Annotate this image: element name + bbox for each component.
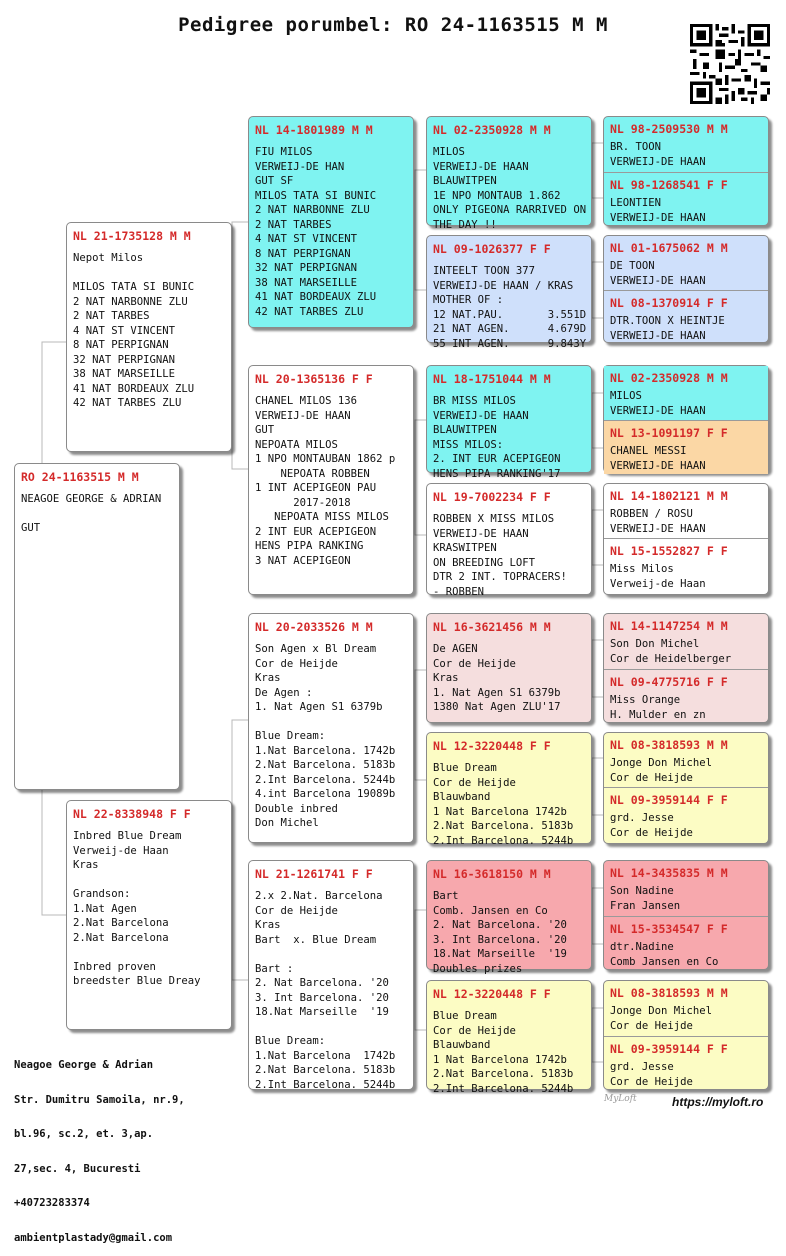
pigeon-notes: dtr.Nadine Comb Jansen en Co [610,941,719,968]
pigeon-notes: Nepot Milos MILOS TATA SI BUNIC 2 NAT NARBONNE ZLU 2 NAT TARBES 4 NAT ST VINCENT 8 NAT PERPIGNAN 32 NAT PERPIGNAN 38 NAT MARSEILLE 41 NAT BORDEAUX ZLU 42 NAT TARBES ZLU [73,252,195,409]
pigeon-notes: BR. TOON VERWEIJ-DE HAAN [610,141,706,168]
pigeon-notes: DE TOON VERWEIJ-DE HAAN [610,260,706,287]
address-line: Str. Dumitru Samoila, nr.9, [14,1093,185,1106]
gen4-pair-card [603,116,769,226]
pigeon-notes: Bart Comb. Jansen en Co 2. Nat Barcelona. '20 3. Int Barcelona. '20 18.Nat Marseille '19 Doubles prizes [433,890,567,975]
ring-number: NL 16-3621456 M M [433,620,551,634]
gen4-hen [604,290,768,344]
ring-number: NL 21-1261741 F F [255,867,373,881]
gen4-hen [604,669,768,724]
ring-number: NL 14-3435835 M M [610,866,728,880]
website-link[interactable]: https://myloft.ro [672,1095,764,1109]
phone-number: +40723283374 [14,1197,90,1209]
ring-number: NL 09-4775716 F F [610,675,728,689]
gen4-pair-card [603,483,769,595]
sire-sire-card [248,116,414,328]
pigeon-notes: ROBBEN X MISS MILOS VERWEIJ-DE HAAN KRASWITPEN ON BREEDING LOFT DTR 2 INT. TOPRACERS! - ROBBEN [433,513,567,598]
dsd-card [426,732,592,847]
owner-contact [14,1037,185,1256]
ring-number: NL 14-1801989 M M [255,123,373,137]
pigeon-notes: DTR.TOON X HEINTJE VERWEIJ-DE HAAN [610,315,725,342]
pigeon-notes: Son Don Michel Cor de Heidelberger [610,638,732,665]
pigeon-notes: Miss Milos Verweij-de Haan [610,563,706,590]
sds-card [426,365,592,480]
pigeon-notes: grd. Jesse Cor de Heijde [610,812,693,839]
sdd-card [426,483,592,598]
pigeon-notes: MILOS VERWEIJ-DE HAAN [610,390,706,417]
pigeon-notes: LEONTIEN VERWEIJ-DE HAAN [610,197,706,224]
dam-sire-card [248,613,414,843]
gen4-pair-card [603,860,769,970]
gen4-hen [604,916,768,971]
ring-number: NL 02-2350928 M M [433,123,551,137]
gen4-cock [604,117,768,172]
gen4-cock [604,733,768,787]
address-line: bl.96, sc.2, et. 3,ap. [14,1128,154,1140]
ring-number: NL 21-1735128 M M [73,229,191,243]
gen4-hen [604,538,768,596]
gen4-pair-card [603,613,769,723]
dss-card [426,613,592,723]
gen4-pair-card [603,732,769,844]
address-line: 27,sec. 4, Bucuresti [14,1162,141,1175]
gen4-pair-card [603,365,769,473]
gen4-cock [604,614,768,669]
ring-number: NL 09-1026377 F F [433,242,551,256]
ring-number: NL 12-3220448 F F [433,987,551,1001]
pigeon-notes: INTEELT TOON 377 VERWEIJ-DE HAAN / KRAS MOTHER OF : 12 NAT.PAU. 3.551D 21 NAT AGEN. 4.679D 55 INT AGEN. 9.843Y [433,265,587,350]
ring-number: NL 22-8338948 F F [73,807,191,821]
ring-number: NL 16-3618150 M M [433,867,551,881]
ring-number: NL 19-7002234 F F [433,490,551,504]
ring-number: NL 14-1802121 M M [610,489,728,503]
pigeon-notes: Son Nadine Fran Jansen [610,885,681,912]
pigeon-notes: grd. Jesse Cor de Heijde [610,1061,693,1088]
gen4-pair-card [603,980,769,1090]
ring-number: NL 08-1370914 F F [610,296,728,310]
ring-number: NL 02-2350928 M M [610,371,728,385]
pigeon-notes: Blue Dream Cor de Heijde Blauwband 1 Nat Barcelona 1742b 2.Nat Barcelona. 5183b 2.Int Barcelona. 5244b [433,762,574,847]
pigeon-notes: NEAGOE GEORGE & ADRIAN GUT [21,493,162,534]
dam-card [66,800,232,1030]
ring-number: NL 98-2509530 M M [610,122,728,136]
ring-number: NL 18-1751044 M M [433,372,551,386]
pigeon-notes: MILOS VERWEIJ-DE HAAN BLAUWITPEN 1E NPO MONTAUB 1.862 ONLY PIGEONA RARRIVED ON THE DAY !! [433,146,587,231]
pigeon-notes: De AGEN Cor de Heijde Kras 1. Nat Agen S1 6379b 1380 Nat Agen ZLU'17 [433,643,561,713]
ring-number: NL 20-1365136 F F [255,372,373,386]
ring-number: NL 09-3959144 F F [610,793,728,807]
ring-number: NL 01-1675062 M M [610,241,728,255]
signature-watermark: MyLoft [604,1094,637,1104]
qr-code [690,24,770,104]
email-address[interactable]: ambientplastady@gmail.com [14,1231,173,1244]
pigeon-notes: Inbred Blue Dream Verweij-de Haan Kras Grandson: 1.Nat Agen 2.Nat Barcelona 2.Nat Barcelona Inbred proven breedster Blue Dreay [73,830,201,987]
gen4-cock [604,236,768,290]
ring-number: NL 08-3818593 M M [610,986,728,1000]
ring-number: NL 13-1091197 F F [610,426,728,440]
gen4-hen [604,172,768,227]
pigeon-notes: Jonge Don Michel Cor de Heijde [610,1005,713,1032]
dds-card [426,860,592,975]
pigeon-notes: ROBBEN / ROSU VERWEIJ-DE HAAN [610,508,706,535]
ring-number: RO 24-1163515 M M [21,470,139,484]
sire-card [66,222,232,452]
gen4-cock [604,484,768,538]
pigeon-notes: CHANEL MESSI VERWEIJ-DE HAAN [610,445,706,472]
gen4-cock [604,366,768,420]
owner-name: Neagoe George & Adrian [14,1059,154,1071]
pigeon-notes: Miss Orange H. Mulder en zn [610,694,706,721]
gen4-cock [604,981,768,1036]
pigeon-notes: BR MISS MILOS VERWEIJ-DE HAAN BLAUWITPEN MISS MILOS: 2. INT EUR ACEPIGEON HENS PIPA RANKING'17 [433,395,561,480]
pigeon-notes: Blue Dream Cor de Heijde Blauwband 1 Nat Barcelona 1742b 2.Nat Barcelona. 5183b 2.Int Barcelona. 5244b [433,1010,574,1095]
ring-number: NL 15-1552827 F F [610,544,728,558]
pigeon-notes: Jonge Don Michel Cor de Heijde [610,757,713,784]
sss-card [426,116,592,231]
ddd-card [426,980,592,1095]
ring-number: NL 20-2033526 M M [255,620,373,634]
subject-pigeon-card [14,463,180,790]
ring-number: NL 09-3959144 F F [610,1042,728,1056]
pigeon-notes: FIU MILOS VERWEIJ-DE HAN GUT SF MILOS TATA SI BUNIC 2 NAT NARBONNE ZLU 2 NAT TARBES 4 NAT ST VINCENT 8 NAT PERPIGNAN 32 NAT PERPIGNAN 38 NAT MARSEILLE 41 NAT BORDEAUX ZLU 42 NAT TARBES ZLU [255,146,377,318]
ssd-card [426,235,592,350]
sire-dam-card [248,365,414,595]
ring-number: NL 12-3220448 F F [433,739,551,753]
gen4-hen [604,1036,768,1091]
gen4-hen [604,420,768,474]
page-title: Pedigree porumbel: RO 24-1163515 M M [178,14,608,36]
pigeon-notes: 2.x 2.Nat. Barcelona Cor de Heijde Kras Bart x. Blue Dream Bart : 2. Nat Barcelona. '20 3. Int Barcelona. '20 18.Nat Marseille '19 Blue Dream: 1.Nat Barcelona 1742b 2.Nat Barcelona. 5183b 2.Int Barcelona. 5244b [255,890,396,1091]
gen4-cock [604,861,768,916]
dam-dam-card [248,860,414,1090]
gen4-hen [604,787,768,845]
ring-number: NL 08-3818593 M M [610,738,728,752]
ring-number: NL 14-1147254 M M [610,619,728,633]
ring-number: NL 15-3534547 F F [610,922,728,936]
pigeon-notes: CHANEL MILOS 136 VERWEIJ-DE HAAN GUT NEPOATA MILOS 1 NPO MONTAUBAN 1862 p NEPOATA ROBBEN 1 INT ACEPIGEON PAU 2017-2018 NEPOATA MISS MILOS 2 INT EUR ACEPIGEON HENS PIPA RANKING 3 NAT ACEPIGEON [255,395,396,567]
gen4-pair-card [603,235,769,343]
ring-number: NL 98-1268541 F F [610,178,728,192]
pigeon-notes: Son Agen x Bl Dream Cor de Heijde Kras De Agen : 1. Nat Agen S1 6379b Blue Dream: 1.Nat Barcelona. 1742b 2.Nat Barcelona. 5183b 2.Int Barcelona. 5244b 4.int Barcelona 19089b Double inbred Don Michel [255,643,396,829]
